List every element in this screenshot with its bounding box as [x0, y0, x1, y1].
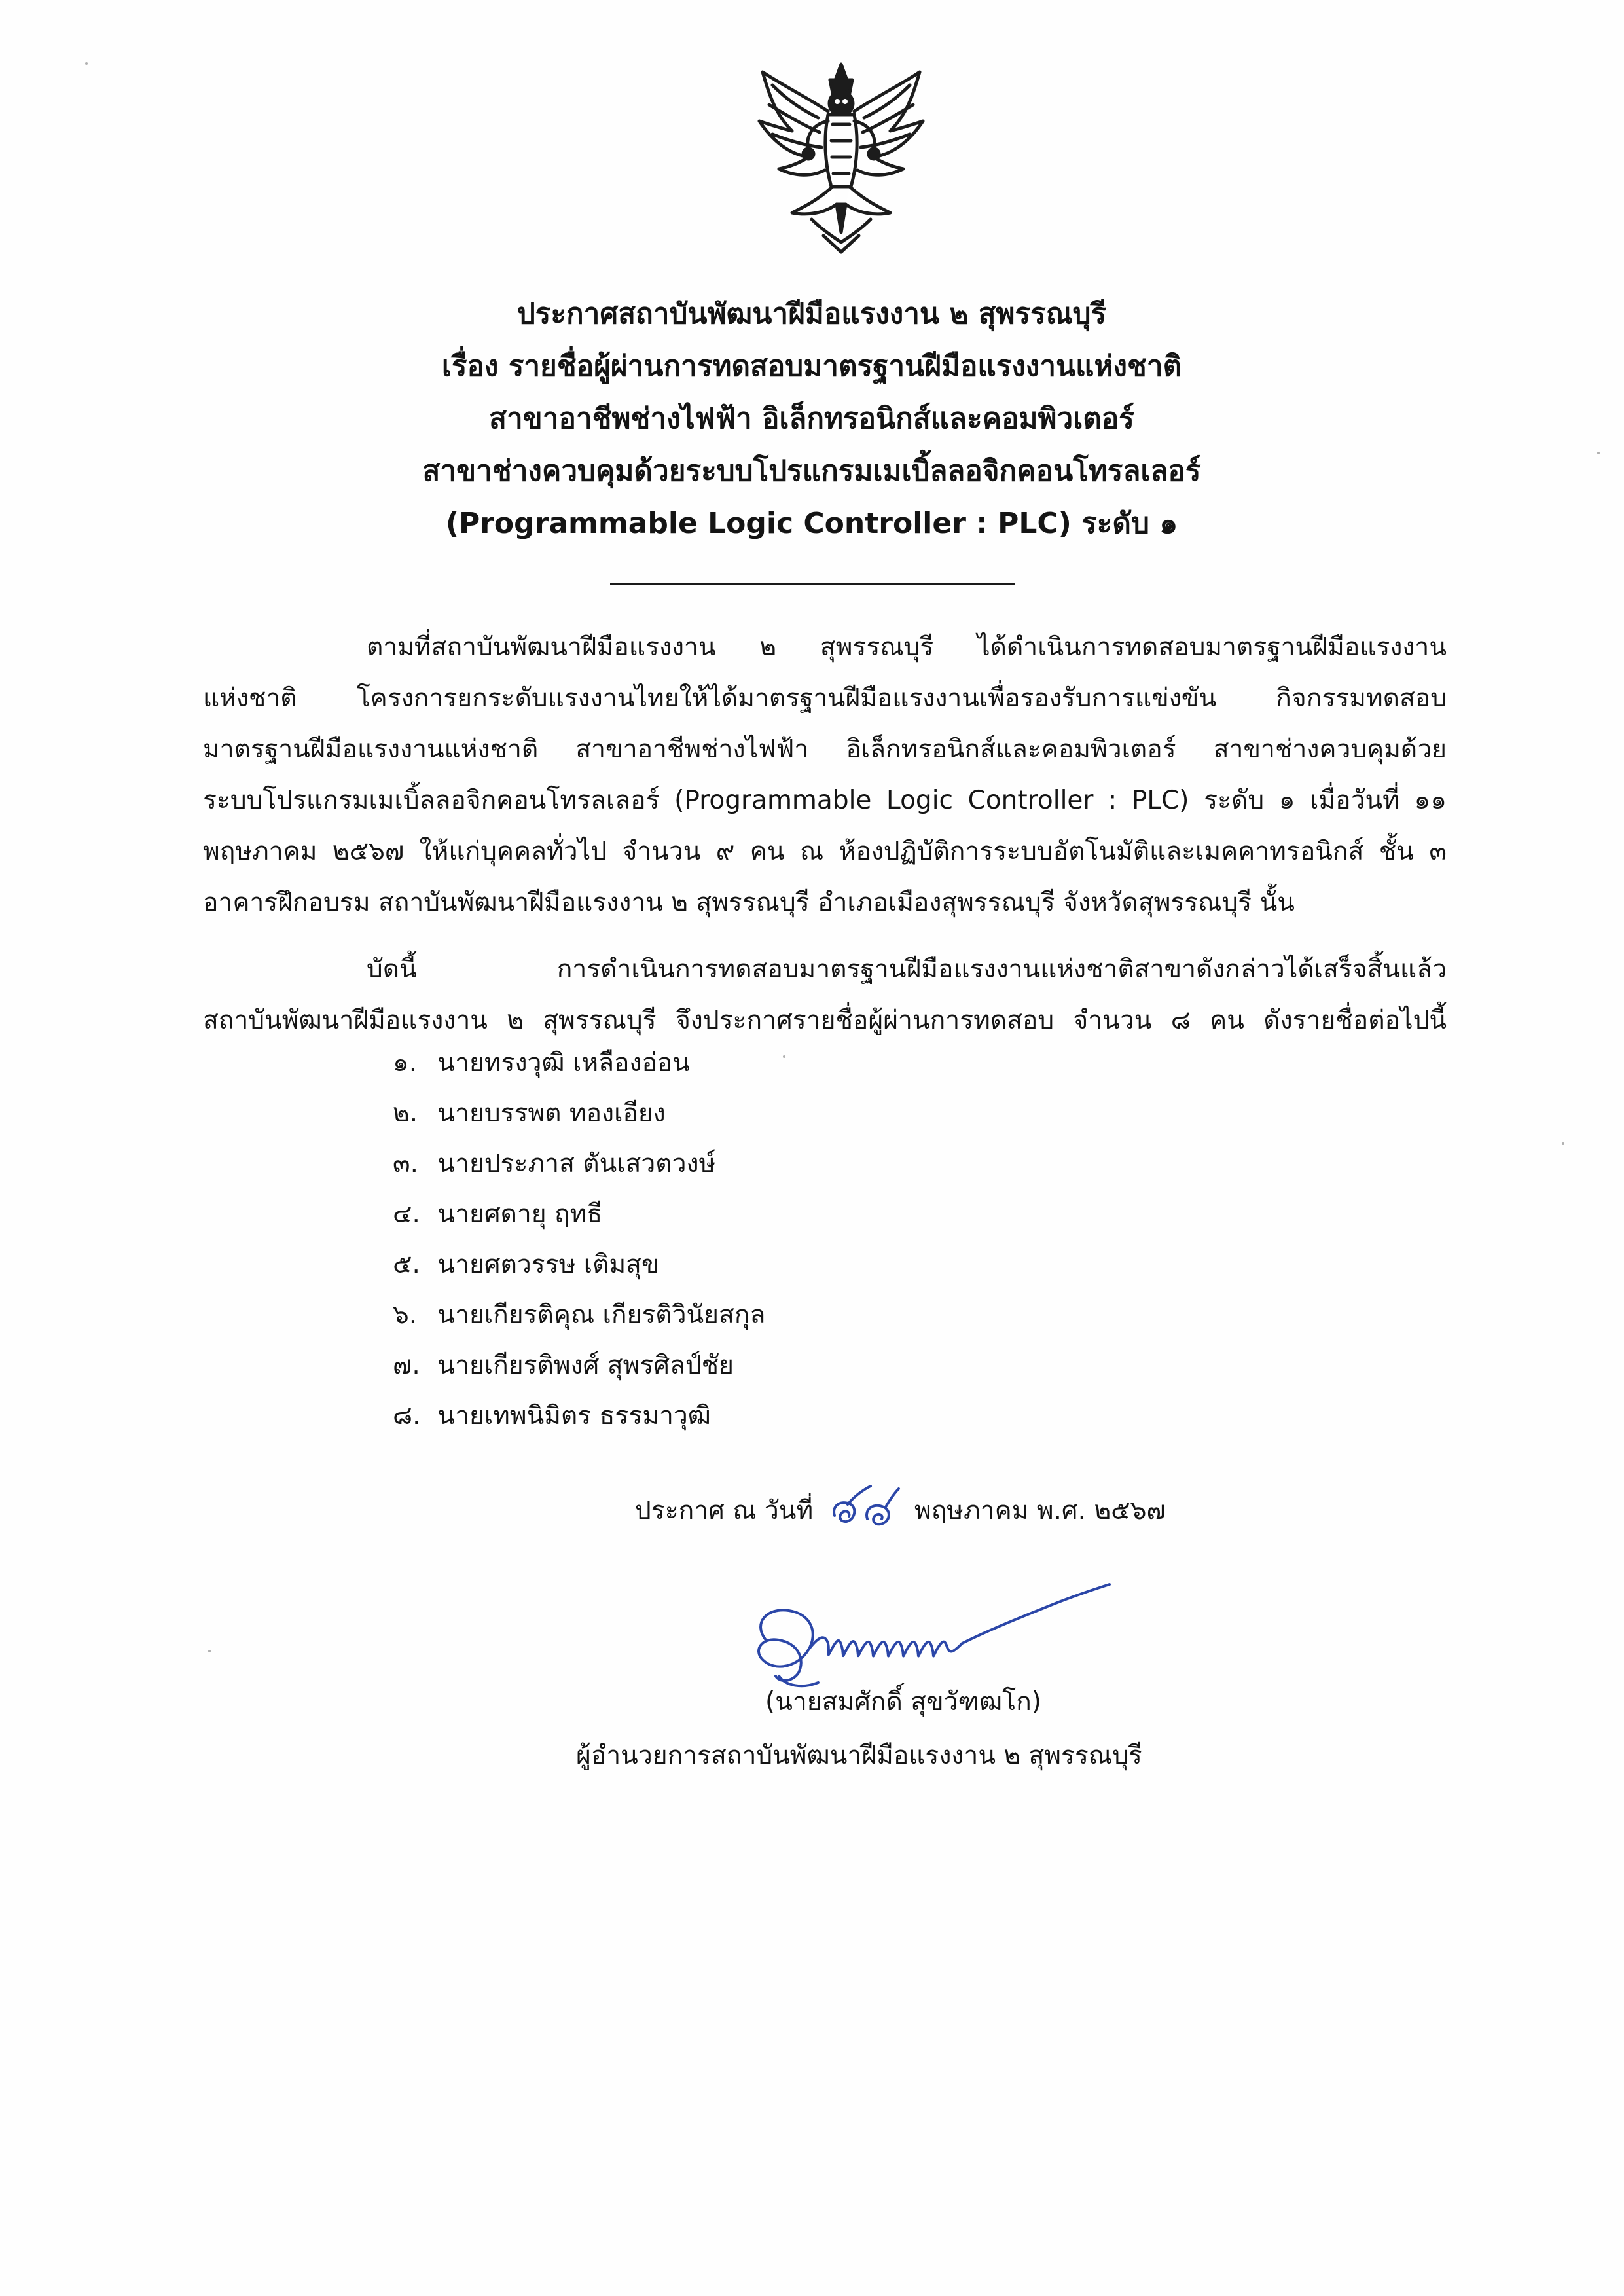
garuda-emblem-icon [746, 59, 936, 255]
scan-speck [1562, 1142, 1564, 1145]
candidate-name: นายเทพนิมิตร ธรรมาวุฒิ [437, 1401, 712, 1430]
candidate-name: นายศดายุ ฤทธี [437, 1199, 603, 1229]
list-number: ๒. [393, 1099, 418, 1128]
passed-candidates-list [393, 1038, 982, 1441]
list-item [393, 1391, 982, 1441]
heading-divider [610, 583, 1015, 585]
date-suffix: พฤษภาคม พ.ศ. ๒๕๖๗ [914, 1496, 1166, 1525]
list-item [393, 1189, 982, 1239]
list-number: ๗. [393, 1351, 420, 1380]
candidate-name: นายเกียรติพงศ์ สุพรศิลป์ชัย [437, 1351, 734, 1380]
paragraph-line: แห่งชาติ โครงการยกระดับแรงงานไทยให้ได้มาตรฐานฝีมือแรงงานเพื่อรองรับการแข่งขัน กิจกรรมทดสอบ [203, 683, 1447, 713]
paragraph-line: บัดนี้ การดำเนินการทดสอบมาตรฐานฝีมือแรงงานแห่งชาติสาขาดังกล่าวได้เสร็จสิ้นแล้ว [367, 955, 1447, 984]
scan-speck [783, 1055, 785, 1058]
list-item [393, 1290, 982, 1340]
list-item [393, 1340, 982, 1391]
scan-speck [1597, 452, 1600, 454]
signer-position: ผู้อำนวยการสถาบันพัฒนาฝีมือแรงงาน ๒ สุพรรณบุรี [576, 1741, 1142, 1770]
candidate-name: นายประภาส ตันเสวตวงษ์ [437, 1149, 716, 1178]
paragraph-line: สถาบันพัฒนาฝีมือแรงงาน ๒ สุพรรณบุรี จึงประกาศรายชื่อผู้ผ่านการทดสอบ จำนวน ๘ คน ดังรายชื่อต่อไปนี้ [203, 1006, 1447, 1035]
list-number: ๑. [393, 1048, 418, 1078]
heading-branch: สาขาช่างควบคุมด้วยระบบโปรแกรมเมเบิ้ลลอจิกคอนโทรลเลอร์ [422, 454, 1201, 488]
list-number: ๖. [393, 1300, 418, 1330]
heading-level: (Programmable Logic Controller : PLC) ระดับ ๑ [445, 507, 1178, 540]
list-item [393, 1088, 982, 1139]
scan-speck [85, 62, 88, 65]
paragraph-line: พฤษภาคม ๒๕๖๗ ให้แก่บุคคลทั่วไป จำนวน ๙ คน ณ ห้องปฏิบัติการระบบอัตโนมัติและเมคคาทรอนิกส์ ชั้น ๓ [203, 837, 1447, 866]
list-item [393, 1038, 982, 1088]
scan-speck [208, 1650, 211, 1652]
date-prefix: ประกาศ ณ วันที่ [635, 1496, 814, 1525]
announcement-heading [196, 288, 1427, 550]
list-number: ๔. [393, 1199, 420, 1229]
paragraph-line: ระบบโปรแกรมเมเบิ้ลลอจิกคอนโทรลเลอร์ (Programmable Logic Controller : PLC) ระดับ ๑ เมื่อวันที่ ๑๑ [203, 786, 1447, 815]
list-number: ๘. [393, 1401, 421, 1430]
body-paragraph-1 [203, 622, 1447, 928]
paragraph-line: มาตรฐานฝีมือแรงงานแห่งชาติ สาขาอาชีพช่างไฟฟ้า อิเล็กทรอนิกส์และคอมพิวเตอร์ สาขาช่างควบคุมด้วย [203, 735, 1447, 764]
announcement-date [635, 1485, 1290, 1537]
list-item [393, 1139, 982, 1189]
candidate-name: นายเกียรติคุณ เกียรติวินัยสกุล [437, 1300, 766, 1330]
handwritten-day-icon [821, 1480, 907, 1545]
list-number: ๓. [393, 1149, 419, 1178]
list-item [393, 1239, 982, 1290]
candidate-name: นายศตวรรษ เติมสุข [437, 1250, 659, 1279]
paragraph-line: ตามที่สถาบันพัฒนาฝีมือแรงงาน ๒ สุพรรณบุรี ได้ดำเนินการทดสอบมาตรฐานฝีมือแรงงาน [367, 632, 1447, 662]
candidate-name: นายบรรพต ทองเอียง [437, 1099, 666, 1128]
handwritten-day [821, 1493, 907, 1532]
signer-name: (นายสมศักดิ์ สุขวัฑฒโก) [765, 1687, 1041, 1717]
heading-occupation: สาขาอาชีพช่างไฟฟ้า อิเล็กทรอนิกส์และคอมพิวเตอร์ [489, 402, 1134, 435]
candidate-name: นายทรงวุฒิ เหลืองอ่อน [437, 1048, 690, 1078]
paragraph-line: อาคารฝึกอบรม สถาบันพัฒนาฝีมือแรงงาน ๒ สุพรรณบุรี อำเภอเมืองสุพรรณบุรี จังหวัดสุพรรณบุรี นั้น [203, 888, 1295, 917]
body-paragraph-2 [203, 944, 1447, 1046]
list-number: ๕. [393, 1250, 420, 1279]
heading-subject: เรื่อง รายชื่อผู้ผ่านการทดสอบมาตรฐานฝีมือแรงงานแห่งชาติ [441, 350, 1182, 383]
heading-title: ประกาศสถาบันพัฒนาฝีมือแรงงาน ๒ สุพรรณบุรี [516, 297, 1107, 331]
